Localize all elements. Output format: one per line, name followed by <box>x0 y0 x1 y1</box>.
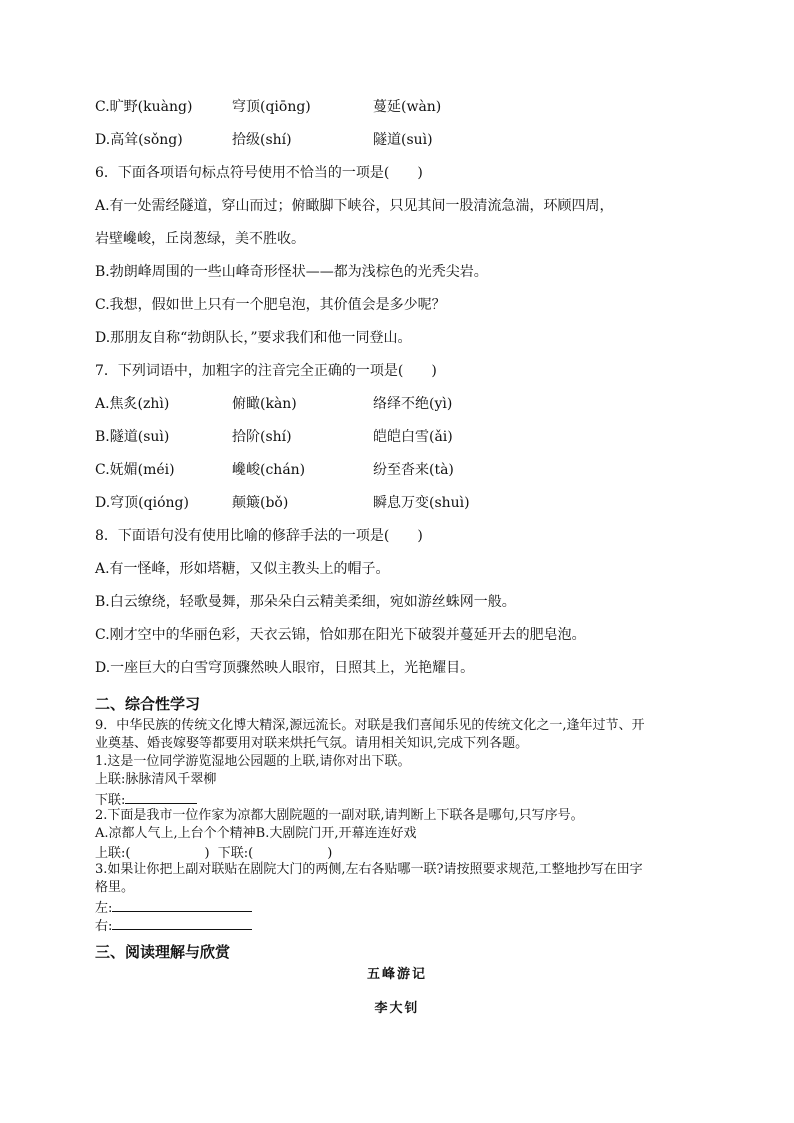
q6-option-b: B.勃朗峰周围的一些山峰奇形怪状——都为浅棕色的光秃尖岩。 <box>95 264 488 280</box>
q7-option-b-word3: 皑皑白雪(ǎi) <box>373 429 453 445</box>
q7-option-d-word2: 颠簸(bǒ) <box>232 495 289 511</box>
section-3-heading: 三、阅读理解与欣赏 <box>95 943 231 961</box>
q9-sub2: 2.下面是我市一位作家为凉都大剧院题的一副对联,请判断上下联各是哪句,只写序号。 <box>95 808 584 823</box>
couplet-options: A.凉都人气上,上台个个精神B.大剧院门开,开幕连连好戏 <box>95 826 417 841</box>
q9-sub1: 1.这是一位同学游览湿地公园题的上联,请你对出下联。 <box>95 754 411 769</box>
couplet-answer-row <box>95 843 332 862</box>
q9-intro-line1: 9．中华民族的传统文化博大精深,源远流长。对联是我们喜闻乐见的传统文化之一,逢年过节、开 <box>95 718 645 733</box>
q9-sub3-line2: 格里。 <box>95 880 135 895</box>
option-letter: C. <box>95 99 110 115</box>
q5-option-c-word2: 穹顶(qiōng) <box>232 99 311 115</box>
q7-option-c-word3: 纷至沓来(tà) <box>373 462 454 478</box>
article-author: 李大钊 <box>374 1001 420 1016</box>
q7-option-d-word1: D.穹顶(qióng) <box>95 495 189 511</box>
q5-option-c-word3: 蔓延(wàn) <box>373 99 442 115</box>
q8-option-c: C.刚才空中的华丽色彩，天衣云锦，恰如那在阳光下破裂并蔓延开去的肥皂泡。 <box>95 627 586 643</box>
upper-couplet: 上联:脉脉清风千翠柳 <box>95 772 217 787</box>
q7-option-b-word2: 拾阶(shí) <box>232 429 292 445</box>
q8-option-b: B.白云缭绕，轻歌曼舞，那朵朵白云精美柔细，宛如游丝蛛网一般。 <box>95 594 516 610</box>
q8-stem: 8．下面语句没有使用比喻的修辞手法的一项是( ) <box>95 528 423 544</box>
upper-answer-close: ) <box>204 846 210 861</box>
q9-intro-line2: 业奠基、婚丧嫁娶等都要用对联来烘托气氛。请用相关知识,完成下列各题。 <box>95 736 529 751</box>
q8-option-d: D.一座巨大的白雪穹顶骤然映人眼帘，日照其上，光艳耀目。 <box>95 660 475 676</box>
q5-option-c-word1 <box>95 97 192 117</box>
right-label: 右: <box>95 919 113 934</box>
q7-option-c-word1: C.妩媚(méi) <box>95 462 175 478</box>
upper-answer-label: 上联:( <box>95 846 131 861</box>
q9-sub3-line1: 3.如果让你把上副对联贴在剧院大门的两侧,左右各贴哪一联?请按照要求规范,工整地抄写在田字 <box>95 862 643 877</box>
left-couplet-blank[interactable] <box>112 897 252 912</box>
lower-couplet-label: 下联: <box>95 793 126 808</box>
lower-answer-blank[interactable] <box>253 843 327 857</box>
lower-couplet-row <box>95 789 197 809</box>
section-2-heading: 二、综合性学习 <box>95 695 201 713</box>
word: 旷野(kuàng) <box>109 99 193 115</box>
option-letter: D. <box>95 132 111 148</box>
word: 高耸(sǒng) <box>110 132 183 148</box>
q7-option-d-word3: 瞬息万变(shuì) <box>373 495 470 511</box>
q5-option-d-word3: 隧道(suì) <box>373 132 433 148</box>
q7-option-c-word2: 巉峻(chán) <box>232 462 306 478</box>
right-couplet-row <box>95 915 252 935</box>
q6-stem: 6．下面各项语句标点符号使用不恰当的一项是( ) <box>95 165 423 181</box>
article-title: 五峰游记 <box>366 967 427 982</box>
q5-option-d-word1 <box>95 130 183 150</box>
q6-option-a-line2: 岩壁巉峻，丘岗葱绿，美不胜收。 <box>95 231 305 247</box>
upper-answer-blank[interactable] <box>130 843 204 857</box>
q5-option-d-word2: 拾级(shí) <box>232 132 292 148</box>
lower-answer-label: 下联:( <box>217 846 254 861</box>
left-label: 左: <box>95 901 113 916</box>
right-couplet-blank[interactable] <box>112 915 252 930</box>
q6-option-d: D.那朋友自称“勃朗队长，”要求我们和他一同登山。 <box>95 330 412 346</box>
q7-option-a-word3: 络绎不绝(yì) <box>373 396 453 412</box>
q7-option-b-word1: B.隧道(suì) <box>95 429 170 445</box>
lower-couplet-blank[interactable] <box>125 789 197 804</box>
left-couplet-row <box>95 897 252 917</box>
q7-option-a-word1: A.焦炙(zhì) <box>95 396 170 412</box>
lower-answer-close: ) <box>327 846 333 861</box>
q7-stem: 7．下列词语中，加粗字的注音完全正确的一项是( ) <box>95 363 437 379</box>
q7-option-a-word2: 俯瞰(kàn) <box>232 396 297 412</box>
q8-option-a: A.有一怪峰，形如塔糖，又似主教头上的帽子。 <box>95 561 390 577</box>
q6-option-c: C.我想，假如世上只有一个肥皂泡，其价值会是多少呢？ <box>95 297 446 313</box>
q6-option-a-line1: A.有一处需经隧道，穿山而过；俯瞰脚下峡谷，只见其间一股清流急湍，环顾四周， <box>95 198 614 214</box>
